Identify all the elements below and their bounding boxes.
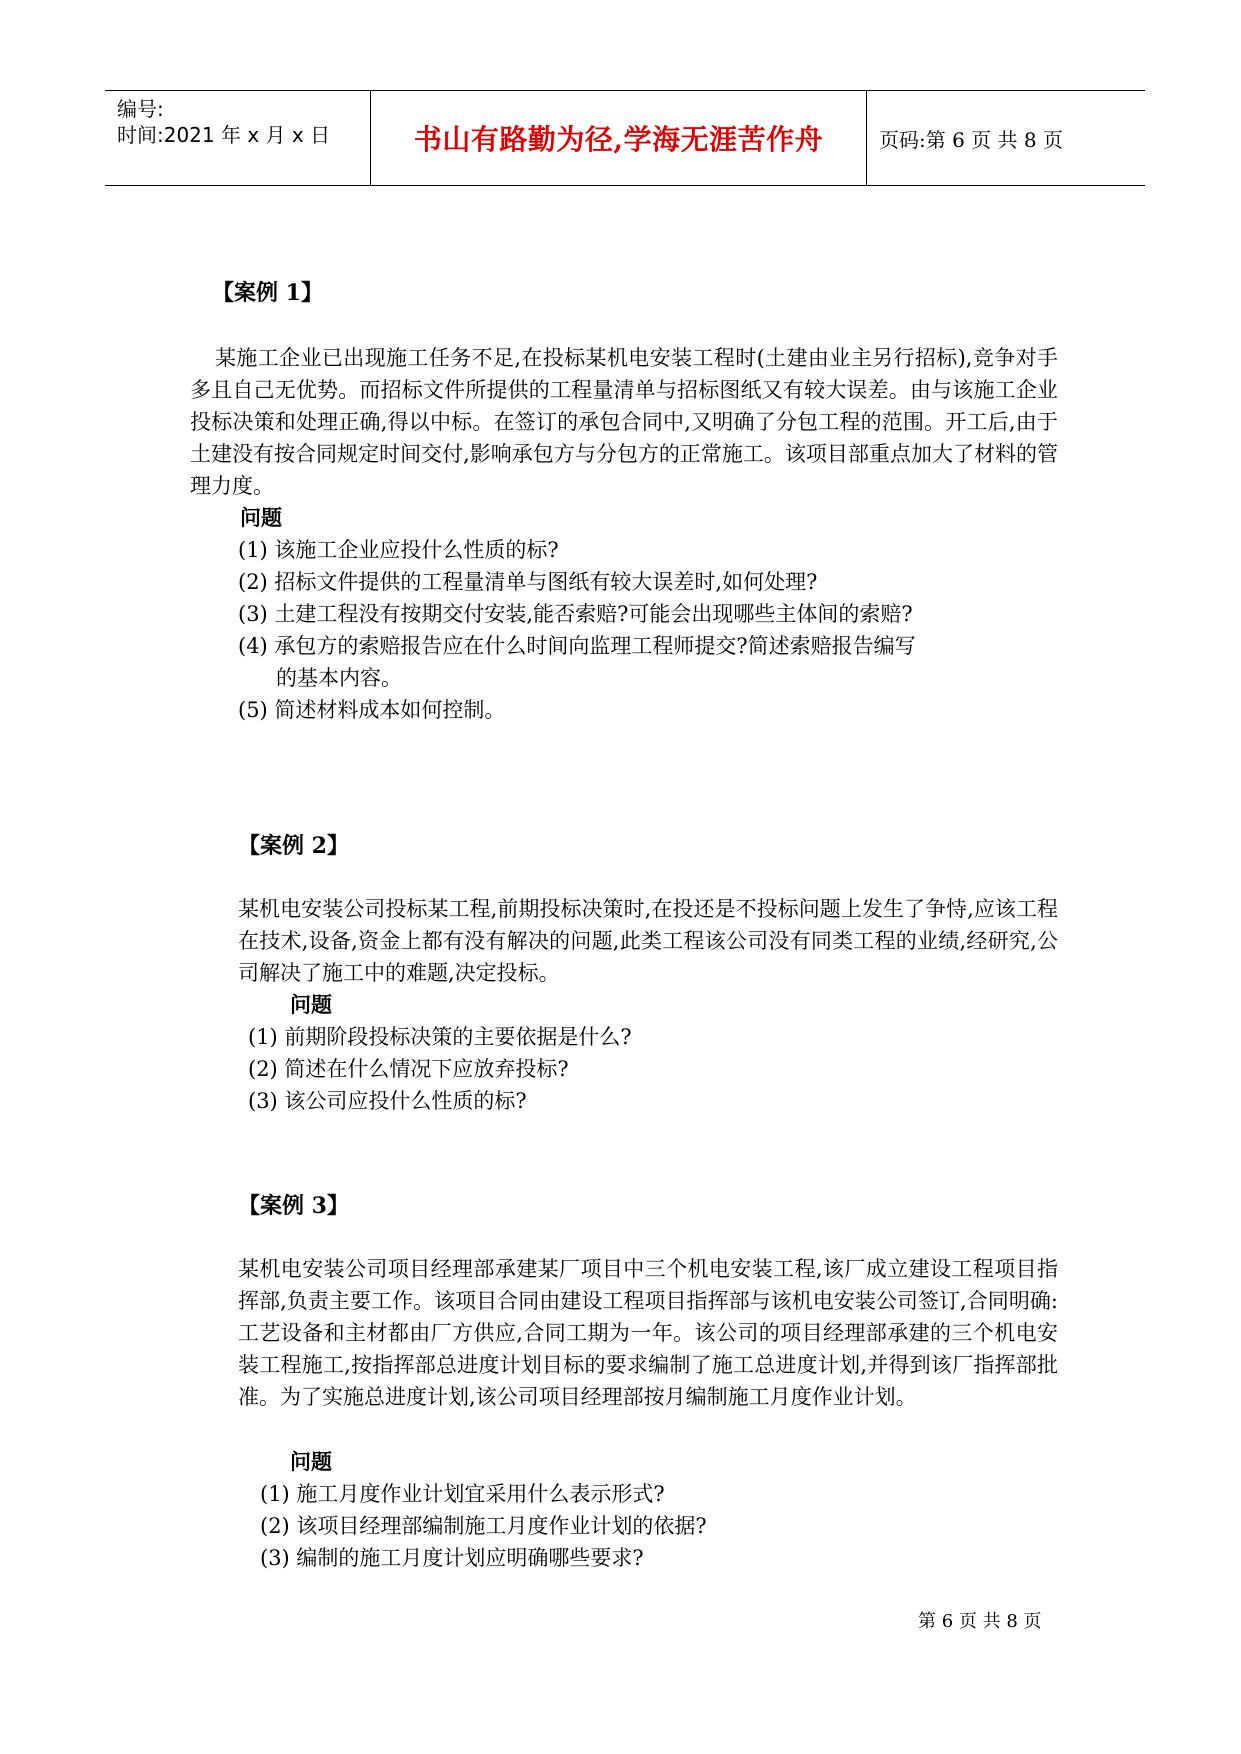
header-page-cell <box>865 91 1145 185</box>
case-1-title: 【案例 1】 <box>212 280 323 306</box>
case-2-question-heading: 问题 <box>290 992 332 1017</box>
case-1-question-5: (5) 简述材料成本如何控制。 <box>238 698 506 722</box>
page-header <box>105 90 1145 186</box>
case-2-question-1: (1) 前期阶段投标决策的主要依据是什么? <box>248 1025 632 1049</box>
case-3-paragraph: 某机电安装公司项目经理部承建某厂项目中三个机电安装工程,该厂成立建设工程项目指挥部,负责主要工作。该项目合同由建设工程项目指挥部与该机电安装公司签订,合同明确:工艺设备和主材都由厂方供应,合同工期为一年。该公司的项目经理部承建的三个机电安装工程施工,按指挥部总进度计划目标的要求编制了施工总进度计划,并得到该厂指挥部批准。为了实施总进度计划,该公司项目经理部按月编制施工月度作业计划。 <box>238 1257 1058 1409</box>
case-2-title: 【案例 2】 <box>238 833 349 859</box>
case-1-question-4: (4) 承包方的索赔报告应在什么时间向监理工程师提交?简述索赔报告编写 <box>238 634 916 658</box>
case-1-paragraph: 某施工企业已出现施工任务不足,在投标某机电安装工程时(土建由业主另行招标),竞争对手多且自己无优势。而招标文件所提供的工程量清单与招标图纸又有较大误差。由与该施工企业投标决策和处理正确,得以中标。在签订的承包合同中,又明确了分包工程的范围。开工后,由于土建没有按合同规定时间交付,影响承包方与分包方的正常施工。该项目部重点加大了材料的管理力度。 <box>190 346 1058 498</box>
case-2-question-3: (3) 该公司应投什么性质的标? <box>248 1089 527 1113</box>
case-3-question-1: (1) 施工月度作业计划宜采用什么表示形式? <box>260 1482 665 1506</box>
header-motto-cell <box>370 91 867 185</box>
header-info-cell <box>105 91 370 185</box>
case-3-question-2: (2) 该项目经理部编制施工月度作业计划的依据? <box>260 1514 707 1538</box>
time-label: 时间:2021 年 x 月 x 日 <box>117 123 331 147</box>
case-1-question-heading: 问题 <box>240 505 282 530</box>
case-3-question-3: (3) 编制的施工月度计划应明确哪些要求? <box>260 1546 644 1570</box>
number-label: 编号: <box>117 97 164 121</box>
case-1-question-1: (1) 该施工企业应投什么性质的标? <box>238 538 559 562</box>
case-2-question-2: (2) 简述在什么情况下应放弃投标? <box>248 1057 569 1081</box>
case-3-title: 【案例 3】 <box>238 1193 349 1219</box>
motto-text: 书山有路勤为径,学海无涯苦作舟 <box>413 123 824 156</box>
case-3-question-heading: 问题 <box>290 1449 332 1474</box>
case-1-question-4-cont: 的基本内容。 <box>276 666 402 690</box>
case-1-question-3: (3) 土建工程没有按期交付安装,能否索赔?可能会出现哪些主体间的索赔? <box>238 602 913 626</box>
case-1-question-2: (2) 招标文件提供的工程量清单与图纸有较大误差时,如何处理? <box>238 570 818 594</box>
page-footer: 第 6 页 共 8 页 <box>918 1611 1042 1632</box>
page-indicator: 页码:第 6 页 共 8 页 <box>879 127 1063 152</box>
case-2-paragraph: 某机电安装公司投标某工程,前期投标决策时,在投还是不投标问题上发生了争恃,应该工程在技术,设备,资金上都有没有解决的问题,此类工程该公司没有同类工程的业绩,经研究,公司解决了施工中的难题,决定投标。 <box>238 897 1058 985</box>
